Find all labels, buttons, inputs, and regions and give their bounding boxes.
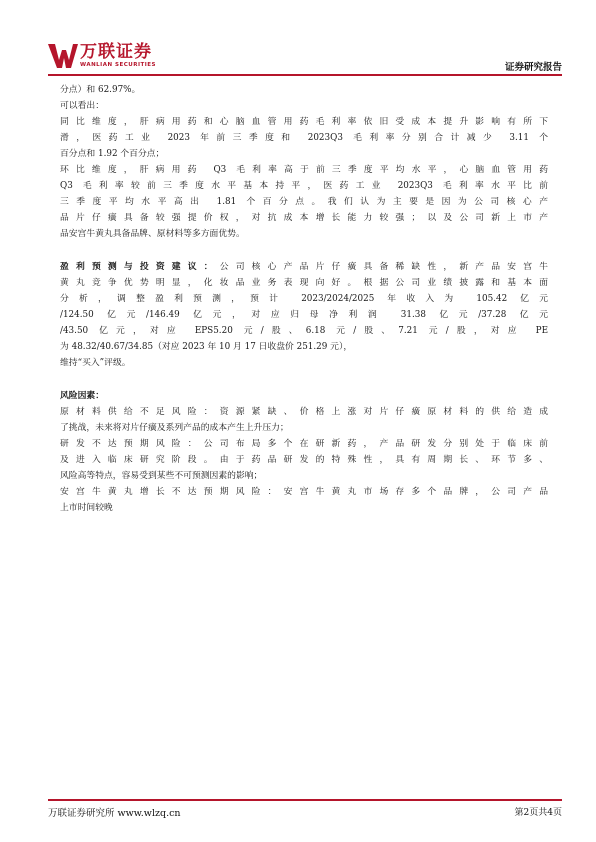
analysis-line: 百分点和 1.92 个百分点；	[60, 149, 165, 159]
wanlian-w-icon	[48, 42, 78, 70]
logo-english-text: WANLIAN SECURITIES	[80, 62, 157, 68]
analysis-line: 分点）和 62.97%。	[60, 85, 141, 95]
footer-institute: 万联证券研究所 www.wlzq.cn	[48, 808, 181, 819]
footer-divider	[48, 799, 562, 801]
analysis-line: 三季度平均水平高出 1.81 个百分点。我们认为主要是因为公司核心产	[60, 197, 548, 207]
forecast-line: /124.50 亿元/146.49 亿元，对应归母净利润 31.38 亿元/37.28 亿元	[60, 310, 548, 320]
risk-heading: 风险因素：	[60, 391, 104, 401]
report-type-label: 证券研究报告	[504, 62, 562, 73]
analysis-section	[60, 82, 548, 242]
forecast-section	[60, 259, 548, 371]
wanlian-logo	[48, 42, 156, 72]
page-number: 第2页共4页	[514, 808, 562, 818]
analysis-line: 品片仔癀具备较强提价权，对抗成本增长能力较强；以及公司新上市产	[60, 213, 548, 223]
risk-line: 了挑战，未来将对片仔癀及系列产品的成本产生上升压力；	[60, 423, 289, 433]
analysis-line: 品安宫牛黄丸具备品牌、原材料等多方面优势。	[60, 229, 245, 239]
page-header	[48, 38, 562, 74]
forecast-first-line	[60, 259, 548, 275]
forecast-line: 分析，调整盈利预测，预计 2023/2024/2025 年收入为 105.42 亿元	[60, 294, 548, 304]
forecast-line: 公司核心产品片仔癀具备稀缺性，新产品安宫牛	[219, 262, 548, 272]
report-body	[60, 82, 548, 516]
analysis-line: 滑，医药工业 2023 年前三季度和 2023Q3 毛利率分别合计减少 3.11 个	[60, 133, 548, 143]
header-divider	[48, 74, 562, 76]
risk-line: 及进入临床研究阶段。由于药品研发的特殊性，具有周期长、环节多、	[60, 455, 548, 465]
forecast-line: 黄丸竞争优势明显，化妆品业务表现向好。根据公司业绩披露和基本面	[60, 278, 548, 288]
risk-line: 上市时间较晚	[60, 503, 113, 513]
logo-chinese-text: 万联证券	[80, 42, 152, 62]
analysis-line: 可以看出：	[60, 101, 104, 111]
forecast-line: /43.50 亿元，对应 EPS5.20 元/股、6.18 元/股、7.21 元/股，对应 PE	[60, 326, 548, 336]
forecast-heading: 盈利预测与投资建议：	[60, 262, 220, 272]
risk-section	[60, 388, 548, 516]
forecast-line: 维持“买入”评级。	[60, 358, 131, 368]
risk-line: 研发不达预期风险：公司布局多个在研新药，产品研发分别处于临床前	[60, 439, 548, 449]
analysis-line: 环比维度，肝病用药 Q3 毛利率高于前三季度平均水平，心脑血管用药	[60, 165, 548, 175]
forecast-line: 为 48.32/40.67/34.85（对应 2023 年 10 月 17 日收盘价 251.29 元），	[60, 342, 353, 352]
analysis-line: 同比维度，肝病用药和心脑血管用药毛利率依旧受成本提升影响有所下	[60, 117, 548, 127]
risk-line: 原材料供给不足风险：资源紧缺、价格上涨对片仔癀原材料的供给造成	[60, 407, 548, 417]
risk-line: 安宫牛黄丸增长不达预期风险：安宫牛黄丸市场存多个品牌，公司产品	[60, 487, 548, 497]
risk-line: 风险高等特点，容易受到某些不可预测因素的影响；	[60, 471, 263, 481]
analysis-line: Q3 毛利率较前三季度水平基本持平，医药工业 2023Q3 毛利率水平比前	[60, 181, 548, 191]
